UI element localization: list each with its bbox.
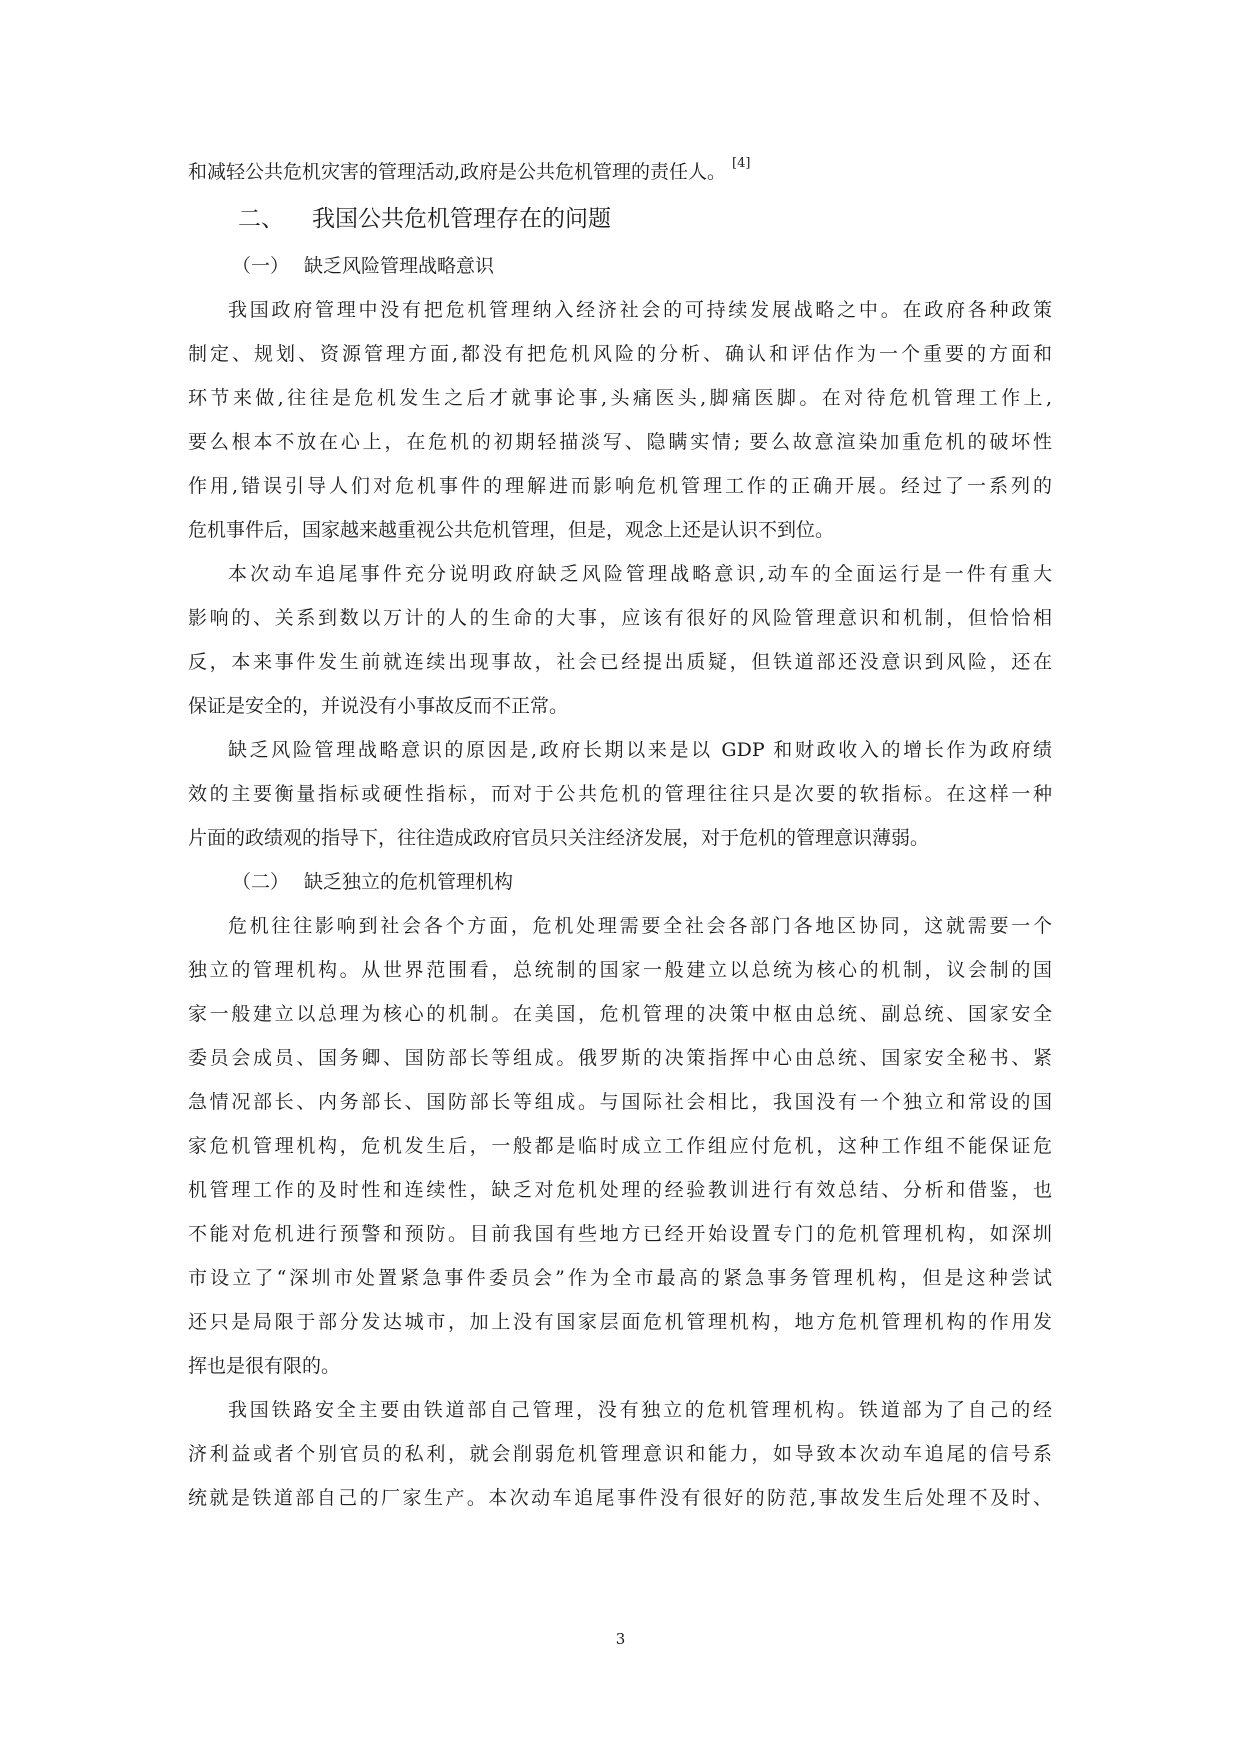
- paragraph-line: 危机往往影响到社会各个方面，危机处理需要全社会各部门各地区协同，这就需要一个: [228, 915, 1052, 937]
- paragraph-line: 市设立了“深圳市处置紧急事件委员会”作为全市最高的紧急事务管理机构，但是这种尝试: [188, 1267, 1052, 1289]
- paragraph-line: 我国铁路安全主要由铁道部自己管理，没有独立的危机管理机构。铁道部为了自己的经: [228, 1399, 1052, 1421]
- section-heading: [188, 194, 1052, 244]
- paragraph-line: 制定、规划、资源管理方面,都没有把危机风险的分析、确认和评估作为一个重要的方面和: [188, 343, 1052, 365]
- paragraph-line: 挥也是很有限的。: [188, 1355, 341, 1377]
- paragraph-line: 急情况部长、内务部长、国防部长等组成。与国际社会相比，我国没有一个独立和常设的国: [188, 1091, 1052, 1113]
- paragraph-line: 作用,错误引导人们对危机事件的理解进而影响危机管理工作的正确开展。经过了一系列的: [188, 475, 1052, 497]
- paragraph-line: 危机事件后，国家越来越重视公共危机管理，但是，观念上还是认识不到位。: [188, 519, 835, 541]
- paragraph-line: 家危机管理机构，危机发生后，一般都是临时成立工作组应付危机，这种工作组不能保证危: [188, 1135, 1052, 1157]
- paragraph-line: 影响的、关系到数以万计的人的生命的大事，应该有很好的风险管理意识和机制，但恰恰相: [188, 607, 1052, 629]
- paragraph-1: [188, 288, 1052, 552]
- intro-text: 和减轻公共危机灾害的管理活动,政府是公共危机管理的责任人。: [188, 161, 727, 183]
- paragraph-3: [188, 728, 1052, 860]
- subsection-title-1: 缺乏风险管理战略意识: [304, 255, 495, 277]
- paragraph-line: 统就是铁道部自己的厂家生产。本次动车追尾事件没有很好的防范,事故发生后处理不及时、: [188, 1487, 1052, 1509]
- paragraph-line: 反，本来事件发生前就连续出现事故，社会已经提出质疑，但铁道部还没意识到风险，还在: [188, 651, 1052, 673]
- paragraph-line: 还只是局限于部分发达城市，加上没有国家层面危机管理机构，地方危机管理机构的作用发: [188, 1311, 1052, 1333]
- page-number: 3: [615, 1630, 626, 1648]
- paragraph-line: 家一般建立以总理为核心的机制。在美国，危机管理的决策中枢由总统、副总统、国家安全: [188, 1003, 1052, 1025]
- citation-ref: [4]: [732, 156, 751, 171]
- paragraph-line: 缺乏风险管理战略意识的原因是,政府长期以来是以 GDP 和财政收入的增长作为政府绩: [228, 739, 1052, 761]
- paragraph-line: 济利益或者个别官员的私利，就会削弱危机管理意识和能力，如导致本次动车追尾的信号系: [188, 1443, 1052, 1465]
- paragraph-line: 机管理工作的及时性和连续性，缺乏对危机处理的经验教训进行有效总结、分析和借鉴，也: [188, 1179, 1052, 1201]
- subsection-number-1: （一）: [232, 255, 290, 277]
- subsection-number-2: （二）: [232, 871, 290, 893]
- paragraph-line: 片面的政绩观的指导下，往往造成政府官员只关注经济发展，对于危机的管理意识薄弱。: [188, 827, 930, 849]
- paragraph-line: 要么根本不放在心上，在危机的初期轻描淡写、隐瞒实情; 要么故意渲染加重危机的破坏性: [188, 431, 1052, 453]
- paragraph-line: 保证是安全的，并说没有小事故反而不正常。: [188, 695, 569, 717]
- paragraph-4: [188, 904, 1052, 1388]
- section-title: 我国公共危机管理存在的问题: [312, 206, 611, 232]
- subsection-heading-1: [188, 244, 1052, 288]
- paragraph-line: 环节来做,往往是危机发生之后才就事论事,头痛医头,脚痛医脚。在对待危机管理工作上,: [188, 387, 1052, 409]
- paragraph-line: 本次动车追尾事件充分说明政府缺乏风险管理战略意识,动车的全面运行是一件有重大: [228, 563, 1052, 585]
- paragraph-line: 我国政府管理中没有把危机管理纳入经济社会的可持续发展战略之中。在政府各种政策: [228, 299, 1052, 321]
- paragraph-line: 委员会成员、国务卿、国防部长等组成。俄罗斯的决策指挥中心由总统、国家安全秘书、紧: [188, 1047, 1052, 1069]
- subsection-heading-2: [188, 860, 1052, 904]
- paragraph-line: 不能对危机进行预警和预防。目前我国有些地方已经开始设置专门的危机管理机构，如深圳: [188, 1223, 1052, 1245]
- page-body: [188, 150, 1052, 1520]
- paragraph-line: 效的主要衡量指标或硬性指标，而对于公共危机的管理往往只是次要的软指标。在这样一种: [188, 783, 1052, 805]
- subsection-title-2: 缺乏独立的危机管理机构: [304, 871, 514, 893]
- section-number: 二、: [238, 206, 284, 232]
- paragraph-5: [188, 1388, 1052, 1520]
- paragraph-2: [188, 552, 1052, 728]
- paragraph-line: 独立的管理机构。从世界范围看，总统制的国家一般建立以总统为核心的机制，议会制的国: [188, 959, 1052, 981]
- intro-line: [188, 150, 1052, 194]
